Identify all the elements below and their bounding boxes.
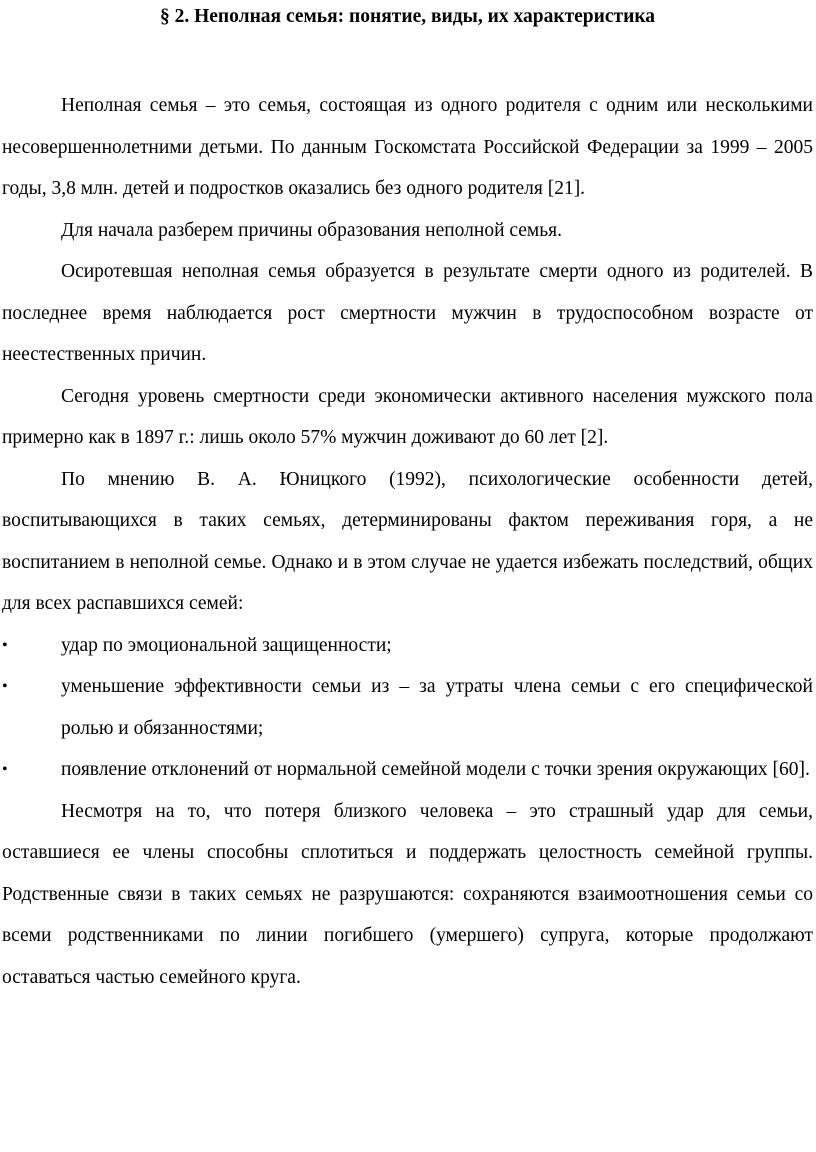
paragraph-closing: Несмотря на то, что потеря близкого человека – это страшный удар для семьи, оставшиеся ее члены способны сплотиться и поддержать целостность семейной группы. Родственные связи в таких семьях не разрушаются: сохраняются взаимоотношения семьи со всеми родственниками по линии погибшего (умершего) супруга, которые продолжают оставаться частью семейного круга. — [2, 800, 813, 988]
paragraph-orphaned-family: Осиротевшая неполная семья образуется в результате смерти одного из родителей. В последнее время наблюдается рост смертности мужчин в трудоспособном возрасте от неестественных причин. — [2, 261, 813, 365]
paragraph-mortality: Сегодня уровень смертности среди экономически активного населения мужского пола примерно как в 1897 г.: лишь около 57% мужчин доживают до 60 лет [2]. — [2, 385, 813, 448]
list-item-text: появление отклонений от нормальной семейной модели с точки зрения окружающих [60]. — [61, 759, 810, 780]
paragraph-definition: Неполная семья – это семья, состоящая из одного родителя с одним или несколькими несовершеннолетними детьми. По данным Госкомстата Российской Федерации за 1999 – 2005 годы, 3,8 млн. детей и подростков оказались без одного родителя [21]. — [2, 95, 813, 199]
list-item-text: уменьшение эффективности семьи из – за утраты члена семьи с его специфической ролью и обязанностями; — [61, 676, 813, 739]
list-item-text: удар по эмоциональной защищенности; — [61, 634, 392, 656]
consequences-list — [2, 625, 813, 791]
paragraph-causes-intro: Для начала разберем причины образования неполной семья. — [61, 219, 563, 241]
section-title: § 2. Неполная семья: понятие, виды, их характеристика — [159, 6, 656, 27]
document-body — [2, 85, 813, 998]
bullet-icon: • — [2, 678, 8, 695]
list-item — [2, 625, 813, 667]
bullet-icon: • — [2, 761, 8, 778]
list-item — [2, 749, 813, 791]
list-item — [2, 666, 813, 749]
bullet-icon: • — [2, 636, 8, 654]
paragraph-yunitsky: По мнению В. А. Юницкого (1992), психологические особенности детей, воспитывающихся в таких семьях, детерминированы фактом переживания горя, а не воспитанием в неполной семье. Однако и в этом случае не удается избежать последствий, общих для всех распавшихся семей: — [2, 468, 813, 614]
